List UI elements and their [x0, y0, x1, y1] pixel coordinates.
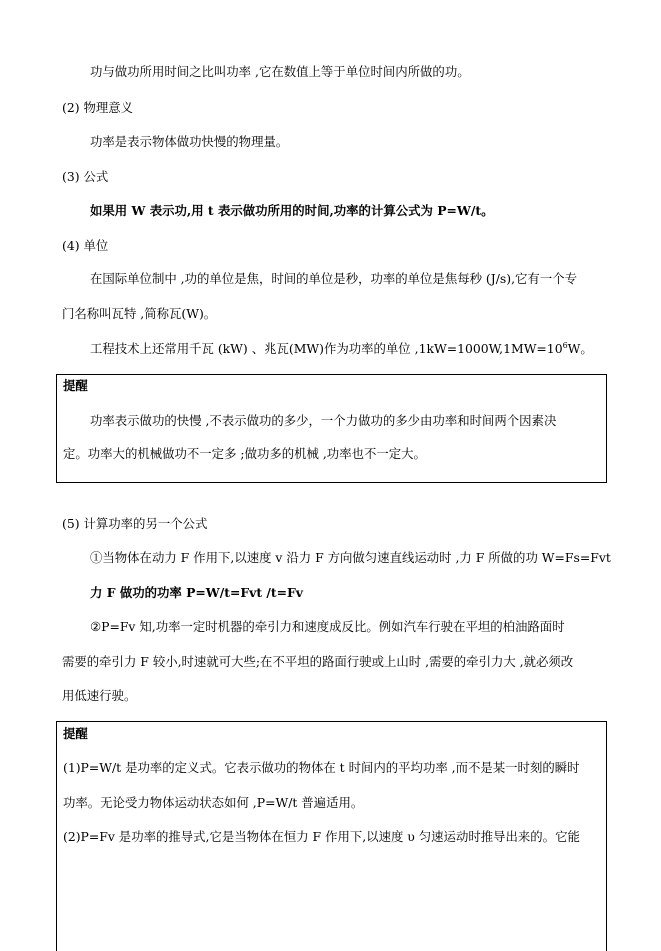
heading-alternate-formula: (5) 计算功率的另一个公式: [62, 516, 208, 531]
paragraph-unit-1: 在国际单位制中 ,功的单位是焦，时间的单位是秒，功率的单位是焦每秒 (J/s),它有一个专: [90, 271, 577, 286]
paragraph-alternate-formula-5: 用低速行驶。: [62, 688, 137, 703]
heading-physical-meaning: (2) 物理意义: [62, 100, 134, 115]
unit-text: 工程技术上还常用千瓦 (kW) 、兆瓦(MW)作为功率的单位 ,1kW=1000W,1MW=10: [90, 341, 563, 356]
paragraph-physical-meaning: 功率是表示物体做功快慢的物理量。: [90, 134, 289, 149]
paragraph-alternate-formula-4: 需要的牵引力 F 较小,时速就可大些;在不平坦的路面行驶或上山时 ,需要的牵引力大 ,就必须改: [62, 654, 574, 669]
heading-formula: (3) 公式: [62, 169, 109, 184]
paragraph-definition: 功与做功所用时间之比叫功率 ,它在数值上等于单位时间内所做的功。: [90, 64, 470, 79]
paragraph-formula: 如果用 W 表示功,用 t 表示做功所用的时间,功率的计算公式为 P=W/t。: [90, 203, 494, 218]
paragraph-alternate-formula-2: 力 F 做功的功率 P=W/t=Fvt /t=Fv: [90, 585, 303, 600]
reminder-text: (1)P=W/t 是功率的定义式。它表示做功的物体在 t 时间内的平均功率 ,而不是某一时刻的瞬时: [63, 760, 580, 775]
paragraph-unit-2: 门名称叫瓦特 ,简称瓦(W)。: [62, 306, 217, 321]
reminder-box-2: [56, 721, 607, 951]
reminder-title: 提醒: [63, 378, 88, 393]
reminder-box-1: [56, 374, 607, 483]
reminder-text: 功率表示做功的快慢 ,不表示做功的多少，一个力做功的多少由功率和时间两个因素决: [90, 413, 557, 428]
reminder-text: 定。功率大的机械做功不一定多 ;做功多的机械 ,功率也不一定大。: [63, 446, 426, 461]
exponent: 6: [562, 341, 568, 350]
unit-text-end: W。: [567, 341, 593, 356]
paragraph-alternate-formula-3: ②P=Fv 知,功率一定时机器的牵引力和速度成反比。例如汽车行驶在平坦的柏油路面时: [90, 619, 565, 634]
reminder-text: 功率。无论受力物体运动状态如何 ,P=W/t 普遍适用。: [63, 795, 364, 810]
reminder-text: (2)P=Fv 是功率的推导式,它是当物体在恒力 F 作用下,以速度 υ 匀速运动时推导出来的。它能: [63, 829, 580, 844]
paragraph-unit-3: [90, 341, 593, 357]
reminder-title: 提醒: [63, 726, 88, 741]
heading-unit: (4) 单位: [62, 238, 109, 253]
paragraph-alternate-formula-1: ①当物体在动力 F 作用下,以速度 v 沿力 F 方向做匀速直线运动时 ,力 F 所做的功 W=Fs=Fvt: [90, 550, 611, 565]
